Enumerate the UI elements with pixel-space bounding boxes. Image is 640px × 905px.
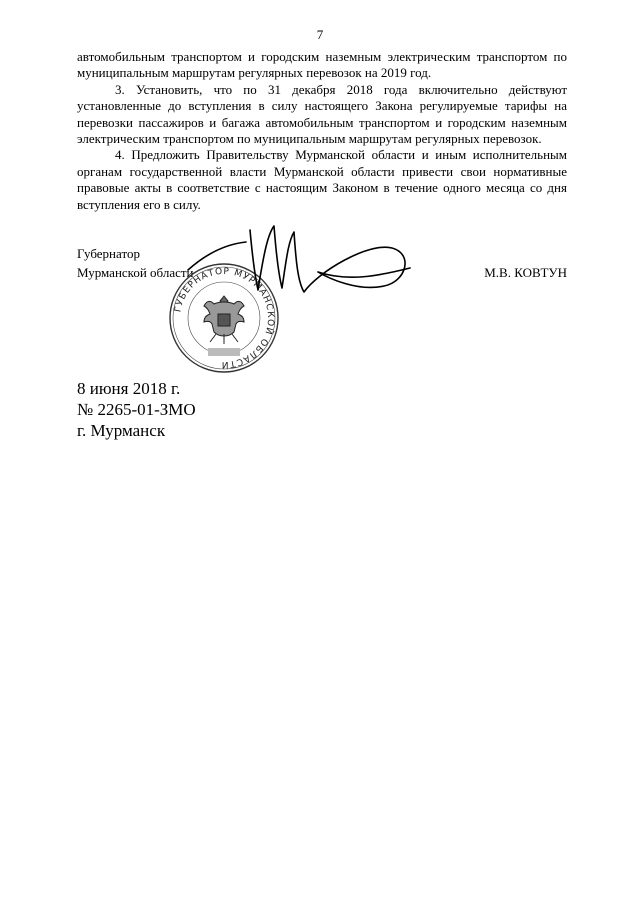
signatory-title-line1: Губернатор <box>77 246 140 261</box>
document-city: г. Мурманск <box>77 421 166 440</box>
paragraph-3: 3. Установить, что по 31 декабря 2018 года включительно действуют установленные до вступления в силу настоящего Закона регулируемые тарифы на перевозки пассажиров и багажа автомобильным транспортом и городским наземным электрическим транспортом по муниципальным маршрутам регулярных перевозок. <box>77 81 567 147</box>
seal-text: ГУБЕРНАТОР МУРМАНСКОЙ ОБЛАСТИ <box>173 266 276 370</box>
signatory-name: М.В. КОВТУН <box>484 265 567 280</box>
paragraph-4: 4. Предложить Правительству Мурманской области и иным исполнительным органам государственной власти Мурманской области привести свои нормативные правовые акты в соответствие с настоящим Законом в течение одного месяца со дня вступления его в силу. <box>77 147 567 212</box>
page-number: 7 <box>316 27 324 42</box>
paragraph-continuation: автомобильным транспортом и городским наземным электрическим транспортом по муниципальным маршрутам регулярных перевозок на 2019 год. <box>77 49 567 81</box>
document-number: № 2265-01-ЗМО <box>77 400 196 419</box>
signatory-title-line2: Мурманской области <box>77 265 194 280</box>
document-date: 8 июня 2018 г. <box>77 379 181 398</box>
handwritten-signature <box>178 212 418 312</box>
document-footer <box>77 378 196 441</box>
document-body <box>77 49 567 213</box>
